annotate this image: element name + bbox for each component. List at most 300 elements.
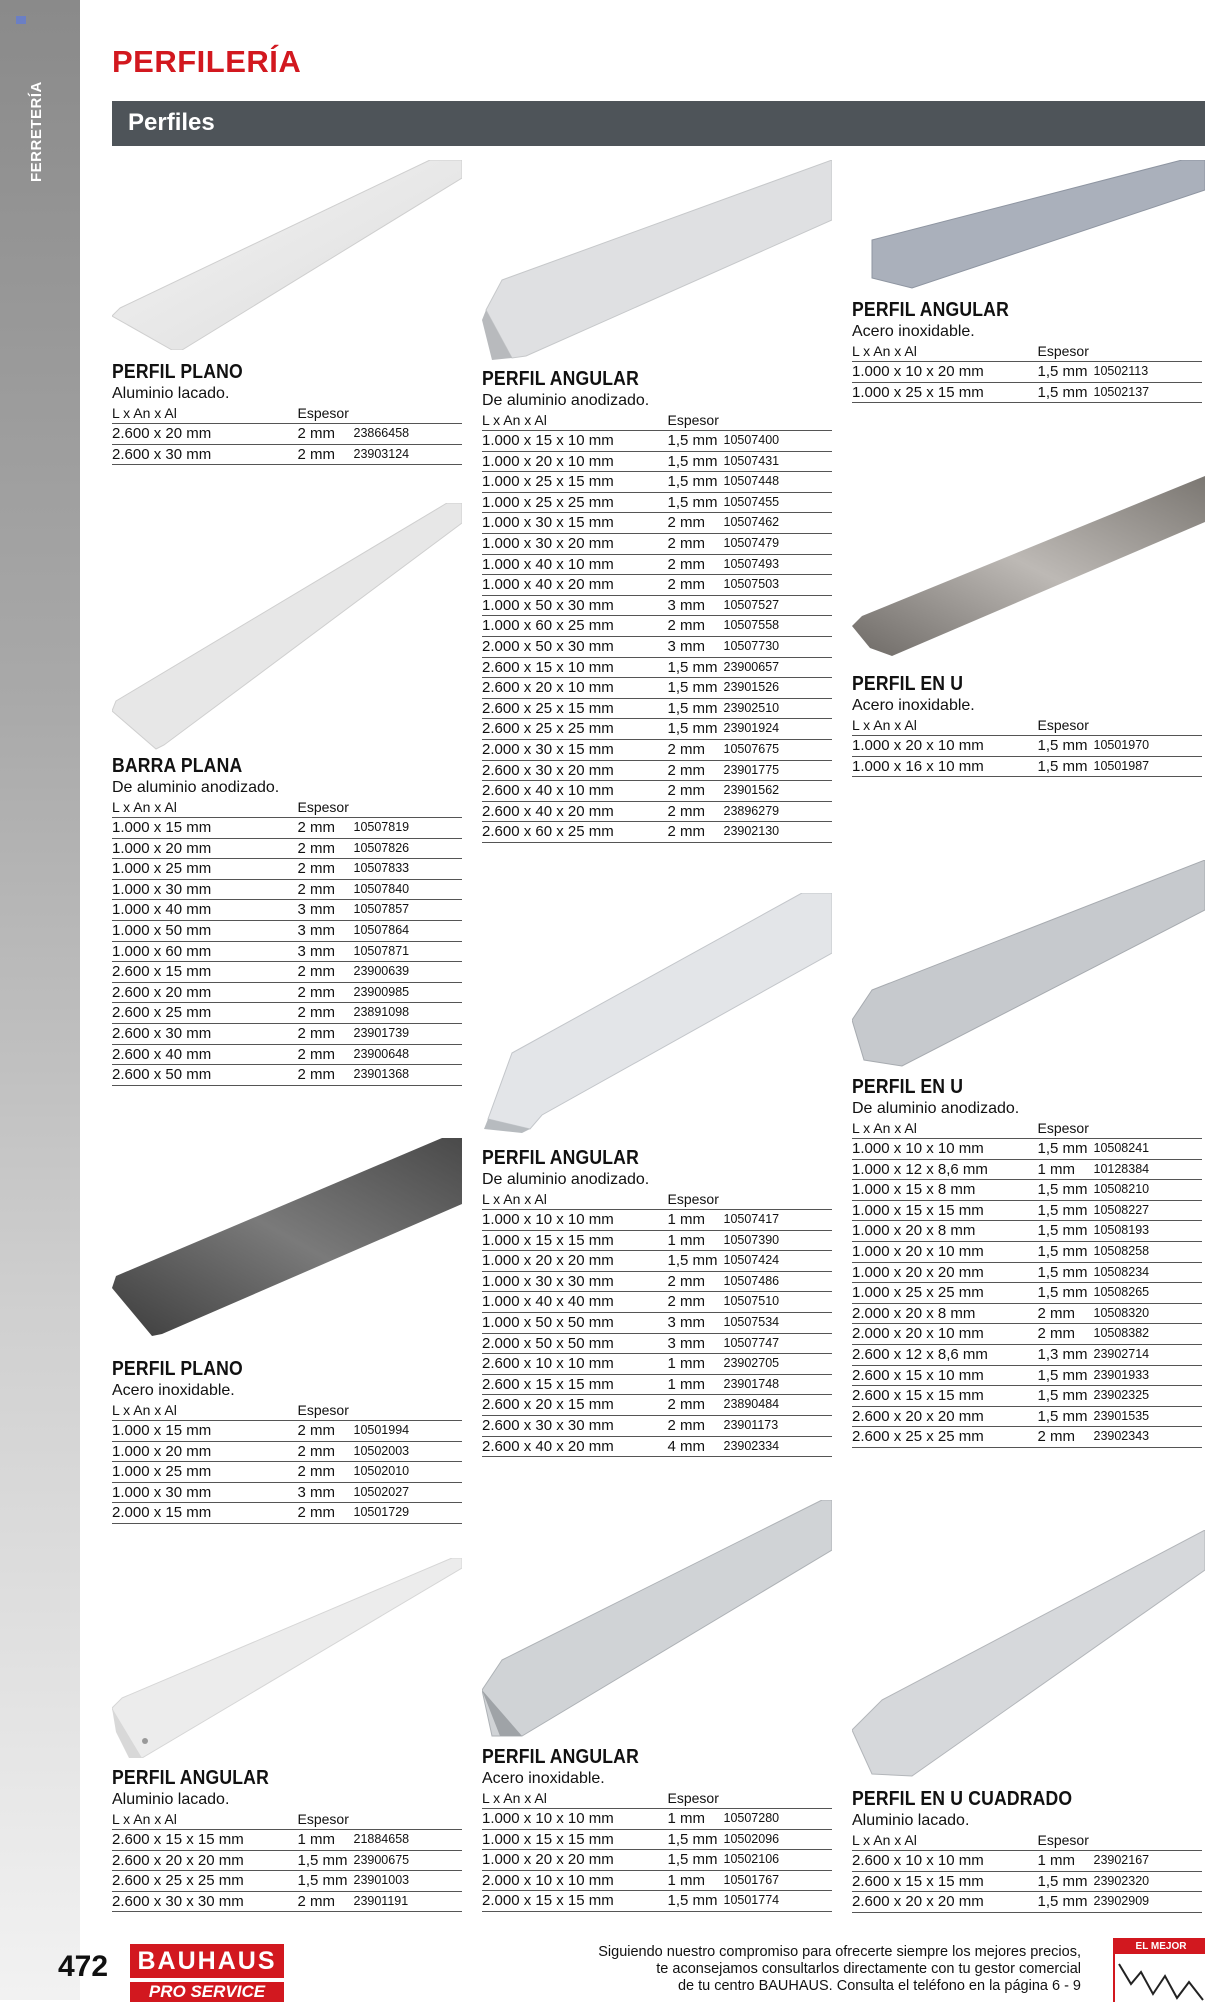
cell-thickness: 1,5 mm — [668, 1829, 724, 1850]
cell-thickness: 1,5 mm — [1038, 1180, 1094, 1201]
cell-thickness: 1 mm — [1038, 1159, 1094, 1180]
footnote-line: Siguiendo nuestro compromiso para ofrecerte siempre los mejores precios, — [598, 1944, 1081, 1960]
badge-text: EL MEJOR PRECIO — [1115, 1940, 1205, 1954]
steel-angle-profile-photo — [852, 160, 1205, 290]
cell-thickness: 3 mm — [668, 1312, 724, 1333]
header-code — [354, 1810, 463, 1830]
table-row — [852, 1851, 1202, 1872]
spec-table — [112, 798, 462, 1086]
product-name: PERFIL ANGULAR — [852, 299, 1009, 321]
cell-thickness: 1,5 mm — [1038, 1283, 1094, 1304]
product-material: De aluminio anodizado. — [852, 1100, 1020, 1117]
cell-code: 10507857 — [354, 900, 463, 921]
cell-code: 10507730 — [724, 636, 833, 657]
cell-dimensions: 1.000 x 20 x 20 mm — [482, 1251, 668, 1272]
cell-code: 23901003 — [354, 1871, 463, 1892]
cell-code: 23900985 — [354, 982, 463, 1003]
table-row — [482, 1395, 832, 1416]
cell-thickness: 1,5 mm — [668, 472, 724, 493]
spec-table — [112, 1401, 462, 1524]
footnote-line: te aconsejamos consultarlos directamente con tu gestor comercial — [656, 1961, 1081, 1977]
table-row — [852, 362, 1202, 383]
table-row — [852, 1180, 1202, 1201]
cell-code: 23902705 — [724, 1354, 833, 1375]
cell-thickness: 2 mm — [298, 1421, 354, 1442]
cell-code: 21884658 — [354, 1830, 463, 1851]
cell-thickness: 4 mm — [668, 1436, 724, 1457]
sidebar — [0, 0, 80, 2000]
cell-code: 10502003 — [354, 1441, 463, 1462]
cell-dimensions: 2.600 x 15 x 15 mm — [852, 1871, 1038, 1892]
table-row — [852, 1365, 1202, 1386]
sidebar-label: FERRETERÍA — [28, 81, 45, 182]
footnote — [561, 1944, 1081, 1995]
cell-code: 23903124 — [354, 444, 463, 465]
product-block — [482, 367, 832, 843]
spec-table — [112, 404, 462, 465]
section-bar — [112, 101, 1205, 146]
cell-thickness: 2 mm — [668, 739, 724, 760]
cell-thickness: 2 mm — [668, 575, 724, 596]
cell-thickness: 1,5 mm — [668, 657, 724, 678]
table-row — [112, 838, 462, 859]
cell-thickness: 1,5 mm — [298, 1871, 354, 1892]
table-row — [852, 1871, 1202, 1892]
header-dimensions: L x An x Al — [852, 716, 1038, 736]
cell-code: 23902909 — [1094, 1892, 1203, 1913]
cell-dimensions: 1.000 x 20 x 20 mm — [852, 1262, 1038, 1283]
cell-dimensions: 1.000 x 30 x 15 mm — [482, 513, 668, 534]
cell-thickness: 2 mm — [668, 822, 724, 843]
cell-thickness: 1,5 mm — [1038, 382, 1094, 403]
cell-code: 10507864 — [354, 920, 463, 941]
table-row — [852, 382, 1202, 403]
table-row — [482, 739, 832, 760]
table-row — [482, 1870, 832, 1891]
header-thickness: Espesor — [668, 411, 724, 431]
cell-thickness: 1,5 mm — [1038, 1139, 1094, 1160]
cell-code: 23901191 — [354, 1891, 463, 1912]
cell-dimensions: 1.000 x 15 x 15 mm — [852, 1200, 1038, 1221]
cell-code: 10507417 — [724, 1210, 833, 1231]
cell-code: 23902510 — [724, 698, 833, 719]
best-price-badge — [1113, 1938, 1205, 2002]
table-row — [482, 1230, 832, 1251]
product-block — [852, 1075, 1202, 1448]
table-row — [112, 859, 462, 880]
cell-code: 10507819 — [354, 818, 463, 839]
header-thickness: Espesor — [298, 1401, 354, 1421]
cell-dimensions: 1.000 x 10 x 20 mm — [852, 362, 1038, 383]
cell-code: 10507510 — [724, 1292, 833, 1313]
cell-thickness: 2 mm — [298, 879, 354, 900]
table-row — [482, 472, 832, 493]
table-row — [482, 1292, 832, 1313]
cell-thickness: 2 mm — [298, 1891, 354, 1912]
cell-thickness: 2 mm — [668, 1271, 724, 1292]
table-row — [112, 1850, 462, 1871]
cell-dimensions: 1.000 x 15 x 15 mm — [482, 1230, 668, 1251]
cell-dimensions: 2.000 x 10 x 10 mm — [482, 1870, 668, 1891]
table-row — [482, 636, 832, 657]
cell-thickness: 3 mm — [298, 900, 354, 921]
cell-code: 23902167 — [1094, 1851, 1203, 1872]
cell-code: 10501970 — [1094, 736, 1203, 757]
product-name: BARRA PLANA — [112, 755, 243, 777]
header-code — [354, 798, 463, 818]
cell-dimensions: 1.000 x 10 x 10 mm — [482, 1210, 668, 1231]
cell-code: 23891098 — [354, 1003, 463, 1024]
cell-dimensions: 2.600 x 15 mm — [112, 962, 298, 983]
cell-code: 23901739 — [354, 1023, 463, 1044]
cell-dimensions: 2.600 x 20 x 20 mm — [852, 1406, 1038, 1427]
table-row — [482, 554, 832, 575]
cell-code: 10507826 — [354, 838, 463, 859]
cell-thickness: 2 mm — [298, 818, 354, 839]
cell-code: 10502137 — [1094, 382, 1203, 403]
cell-code: 10502096 — [724, 1829, 833, 1850]
cell-dimensions: 1.000 x 12 x 8,6 mm — [852, 1159, 1038, 1180]
cell-code: 23901173 — [724, 1415, 833, 1436]
cell-code: 10502010 — [354, 1462, 463, 1483]
spec-table — [852, 342, 1202, 403]
cell-dimensions: 2.600 x 50 mm — [112, 1065, 298, 1086]
cell-thickness: 1 mm — [668, 1809, 724, 1830]
cell-dimensions: 2.600 x 40 x 10 mm — [482, 781, 668, 802]
cell-code: 10501767 — [724, 1870, 833, 1891]
product-material: Aluminio lacado. — [112, 1791, 230, 1808]
cell-code: 10507527 — [724, 595, 833, 616]
table-row — [112, 444, 462, 465]
cell-code: 10507871 — [354, 941, 463, 962]
cell-dimensions: 1.000 x 20 mm — [112, 1441, 298, 1462]
header-code — [1094, 1119, 1203, 1139]
header-code — [1094, 716, 1203, 736]
cell-dimensions: 2.000 x 15 mm — [112, 1503, 298, 1524]
product-name: PERFIL EN U — [852, 1076, 964, 1098]
cell-code: 23900648 — [354, 1044, 463, 1065]
table-row — [112, 920, 462, 941]
cell-dimensions: 1.000 x 25 mm — [112, 859, 298, 880]
table-row — [852, 1262, 1202, 1283]
cell-code: 23902130 — [724, 822, 833, 843]
steel-flat-bar-photo — [112, 1138, 462, 1338]
cell-dimensions: 1.000 x 15 x 8 mm — [852, 1180, 1038, 1201]
table-row — [112, 1023, 462, 1044]
cell-dimensions: 2.600 x 25 x 15 mm — [482, 698, 668, 719]
header-thickness: Espesor — [298, 1810, 354, 1830]
cell-code: 10508241 — [1094, 1139, 1203, 1160]
header-dimensions: L x An x Al — [112, 1401, 298, 1421]
cell-code: 10507448 — [724, 472, 833, 493]
table-row — [112, 941, 462, 962]
product-name: PERFIL ANGULAR — [482, 368, 639, 390]
table-row — [482, 1251, 832, 1272]
cell-code: 23901775 — [724, 760, 833, 781]
table-row — [852, 1241, 1202, 1262]
cell-dimensions: 2.600 x 60 x 25 mm — [482, 822, 668, 843]
product-block — [482, 1745, 832, 1912]
cell-code: 10508210 — [1094, 1180, 1203, 1201]
product-name: PERFIL PLANO — [112, 361, 243, 383]
cell-code: 10507675 — [724, 739, 833, 760]
cell-dimensions: 2.600 x 12 x 8,6 mm — [852, 1344, 1038, 1365]
cell-code: 10507558 — [724, 616, 833, 637]
flat-bar-photo — [112, 160, 462, 350]
cell-dimensions: 1.000 x 40 x 40 mm — [482, 1292, 668, 1313]
cell-thickness: 1 mm — [1038, 1851, 1094, 1872]
cell-thickness: 1,5 mm — [1038, 1386, 1094, 1407]
table-row — [852, 1221, 1202, 1242]
table-row — [112, 424, 462, 445]
table-row — [852, 1892, 1202, 1913]
table-row — [482, 1809, 832, 1830]
cell-dimensions: 1.000 x 60 x 25 mm — [482, 616, 668, 637]
cell-thickness: 1,5 mm — [668, 678, 724, 699]
header-thickness: Espesor — [668, 1190, 724, 1210]
cell-thickness: 2 mm — [298, 1044, 354, 1065]
header-dimensions: L x An x Al — [852, 1119, 1038, 1139]
cell-thickness: 1 mm — [668, 1210, 724, 1231]
cell-thickness: 2 mm — [298, 1503, 354, 1524]
cell-code: 10501987 — [1094, 756, 1203, 777]
cell-code: 23902325 — [1094, 1386, 1203, 1407]
table-row — [852, 1386, 1202, 1407]
table-row — [482, 719, 832, 740]
spec-table — [482, 1789, 832, 1912]
cell-code: 10502027 — [354, 1482, 463, 1503]
header-dimensions: L x An x Al — [112, 1810, 298, 1830]
product-name: PERFIL ANGULAR — [482, 1746, 639, 1768]
square-u-profile-photo — [852, 1530, 1205, 1780]
spec-table — [852, 1119, 1202, 1448]
product-name: PERFIL PLANO — [112, 1358, 243, 1380]
angle-profile-photo — [112, 1558, 462, 1758]
spec-table — [852, 1831, 1202, 1913]
cell-dimensions: 2.600 x 20 mm — [112, 424, 298, 445]
table-row — [482, 657, 832, 678]
cell-dimensions: 1.000 x 40 x 20 mm — [482, 575, 668, 596]
cell-dimensions: 1.000 x 60 mm — [112, 941, 298, 962]
cell-thickness: 2 mm — [1038, 1427, 1094, 1448]
cell-thickness: 2 mm — [668, 781, 724, 802]
table-row — [112, 818, 462, 839]
cell-dimensions: 2.600 x 30 mm — [112, 444, 298, 465]
cell-dimensions: 1.000 x 25 x 25 mm — [482, 492, 668, 513]
cell-dimensions: 2.000 x 20 x 8 mm — [852, 1303, 1038, 1324]
cell-thickness: 1,3 mm — [1038, 1344, 1094, 1365]
product-block — [112, 360, 462, 465]
header-code — [1094, 1831, 1203, 1851]
table-row — [482, 760, 832, 781]
header-dimensions: L x An x Al — [112, 404, 298, 424]
cell-code: 23901933 — [1094, 1365, 1203, 1386]
table-row — [482, 492, 832, 513]
table-row — [112, 1421, 462, 1442]
cell-thickness: 2 mm — [298, 1462, 354, 1483]
table-row — [112, 1441, 462, 1462]
product-material: Acero inoxidable. — [482, 1770, 605, 1787]
cell-dimensions: 1.000 x 15 mm — [112, 1421, 298, 1442]
cell-thickness: 1,5 mm — [1038, 362, 1094, 383]
cell-code: 10508265 — [1094, 1283, 1203, 1304]
table-row — [112, 900, 462, 921]
table-row — [852, 1324, 1202, 1345]
cell-thickness: 1,5 mm — [668, 1891, 724, 1912]
page-number: 472 — [58, 1950, 109, 1983]
table-row — [482, 616, 832, 637]
product-block — [112, 1357, 462, 1524]
cell-dimensions: 2.600 x 25 x 25 mm — [852, 1427, 1038, 1448]
cell-dimensions: 1.000 x 20 mm — [112, 838, 298, 859]
cell-dimensions: 1.000 x 50 x 30 mm — [482, 595, 668, 616]
cell-code: 23896279 — [724, 801, 833, 822]
header-thickness: Espesor — [298, 798, 354, 818]
cell-code: 10507503 — [724, 575, 833, 596]
cell-dimensions: 1.000 x 40 x 10 mm — [482, 554, 668, 575]
cell-thickness: 2 mm — [298, 424, 354, 445]
cell-thickness: 2 mm — [298, 444, 354, 465]
cell-thickness: 1,5 mm — [1038, 1200, 1094, 1221]
table-row — [482, 1271, 832, 1292]
cell-code: 10507479 — [724, 533, 833, 554]
table-row — [482, 1312, 832, 1333]
cell-dimensions: 1.000 x 25 x 15 mm — [852, 382, 1038, 403]
table-row — [112, 1044, 462, 1065]
cell-thickness: 2 mm — [1038, 1324, 1094, 1345]
cell-dimensions: 2.000 x 50 x 30 mm — [482, 636, 668, 657]
product-block — [852, 298, 1202, 403]
cell-dimensions: 1.000 x 15 x 10 mm — [482, 431, 668, 452]
cell-code: 10502113 — [1094, 362, 1203, 383]
cell-dimensions: 2.600 x 25 mm — [112, 1003, 298, 1024]
cell-dimensions: 2.600 x 10 x 10 mm — [852, 1851, 1038, 1872]
cell-code: 10507747 — [724, 1333, 833, 1354]
cell-thickness: 2 mm — [298, 838, 354, 859]
cell-thickness: 2 mm — [668, 760, 724, 781]
table-row — [112, 1830, 462, 1851]
table-row — [482, 431, 832, 452]
logo-subtext: PRO SERVICE — [130, 1980, 284, 2002]
cell-code: 23902334 — [724, 1436, 833, 1457]
cell-code: 10502106 — [724, 1850, 833, 1871]
cell-code: 10501729 — [354, 1503, 463, 1524]
table-row — [852, 1159, 1202, 1180]
cell-code: 10508234 — [1094, 1262, 1203, 1283]
table-row — [482, 451, 832, 472]
logo-text: BAUHAUS — [130, 1944, 284, 1978]
cell-dimensions: 1.000 x 15 x 15 mm — [482, 1829, 668, 1850]
cell-thickness: 1,5 mm — [668, 492, 724, 513]
cell-thickness: 2 mm — [668, 1395, 724, 1416]
cell-dimensions: 2.600 x 15 x 10 mm — [482, 657, 668, 678]
cell-dimensions: 2.600 x 10 x 10 mm — [482, 1354, 668, 1375]
cell-dimensions: 2.600 x 30 x 30 mm — [112, 1891, 298, 1912]
header-thickness: Espesor — [1038, 1831, 1094, 1851]
cell-thickness: 1,5 mm — [1038, 1365, 1094, 1386]
cell-code: 10507431 — [724, 451, 833, 472]
steel-angle-profile-photo — [482, 1500, 832, 1740]
cell-code: 10507280 — [724, 1809, 833, 1830]
cell-code: 10501774 — [724, 1891, 833, 1912]
table-row — [482, 678, 832, 699]
product-name: PERFIL EN U — [852, 673, 964, 695]
product-block — [112, 1766, 462, 1912]
header-code — [724, 411, 833, 431]
table-row — [482, 822, 832, 843]
cell-dimensions: 2.600 x 40 x 20 mm — [482, 1436, 668, 1457]
cell-dimensions: 1.000 x 20 x 10 mm — [852, 1241, 1038, 1262]
cell-dimensions: 2.000 x 20 x 10 mm — [852, 1324, 1038, 1345]
cell-code: 10507534 — [724, 1312, 833, 1333]
cell-code: 10507493 — [724, 554, 833, 575]
table-row — [852, 1139, 1202, 1160]
cell-code: 23900657 — [724, 657, 833, 678]
table-row — [482, 1210, 832, 1231]
cell-code: 10508227 — [1094, 1200, 1203, 1221]
cell-thickness: 1,5 mm — [668, 698, 724, 719]
header-dimensions: L x An x Al — [852, 342, 1038, 362]
cell-code: 23902343 — [1094, 1427, 1203, 1448]
cell-thickness: 2 mm — [298, 859, 354, 880]
header-code — [724, 1789, 833, 1809]
table-row — [112, 1871, 462, 1892]
cell-code: 10507833 — [354, 859, 463, 880]
cell-code: 23902714 — [1094, 1344, 1203, 1365]
cell-thickness: 2 mm — [298, 982, 354, 1003]
cell-thickness: 1,5 mm — [1038, 1221, 1094, 1242]
price-chart-icon — [1115, 1954, 1205, 2002]
table-row — [852, 736, 1202, 757]
cell-thickness: 2 mm — [668, 616, 724, 637]
spec-table — [482, 411, 832, 843]
product-name: PERFIL EN U CUADRADO — [852, 1788, 1073, 1810]
cell-thickness: 1 mm — [668, 1870, 724, 1891]
header-thickness: Espesor — [668, 1789, 724, 1809]
header-code — [354, 1401, 463, 1421]
section-title: Perfiles — [128, 109, 215, 136]
spec-table — [852, 716, 1202, 777]
cell-code: 10508382 — [1094, 1324, 1203, 1345]
cell-dimensions: 2.600 x 30 x 30 mm — [482, 1415, 668, 1436]
cell-code: 23900675 — [354, 1850, 463, 1871]
cell-code: 23890484 — [724, 1395, 833, 1416]
cell-thickness: 1,5 mm — [668, 451, 724, 472]
cell-dimensions: 2.600 x 20 x 15 mm — [482, 1395, 668, 1416]
spec-table — [112, 1810, 462, 1912]
product-block — [852, 1787, 1202, 1913]
cell-thickness: 3 mm — [668, 595, 724, 616]
cell-thickness: 1,5 mm — [668, 431, 724, 452]
cell-code: 23901535 — [1094, 1406, 1203, 1427]
cell-dimensions: 2.600 x 30 x 20 mm — [482, 760, 668, 781]
cell-thickness: 2 mm — [668, 801, 724, 822]
cell-code: 23900639 — [354, 962, 463, 983]
table-row — [482, 1891, 832, 1912]
cell-code: 10507486 — [724, 1271, 833, 1292]
product-material: Acero inoxidable. — [852, 697, 975, 714]
cell-thickness: 1,5 mm — [1038, 1406, 1094, 1427]
cell-dimensions: 2.600 x 20 x 10 mm — [482, 678, 668, 699]
product-material: Acero inoxidable. — [852, 323, 975, 340]
cell-thickness: 1,5 mm — [1038, 1241, 1094, 1262]
flag-icon — [16, 16, 26, 24]
cell-thickness: 2 mm — [298, 1003, 354, 1024]
table-row — [482, 1415, 832, 1436]
cell-dimensions: 2.600 x 40 mm — [112, 1044, 298, 1065]
footnote-line: de tu centro BAUHAUS. Consulta el teléfono en la página 6 - 9 — [677, 1978, 1081, 1994]
cell-thickness: 2 mm — [668, 554, 724, 575]
